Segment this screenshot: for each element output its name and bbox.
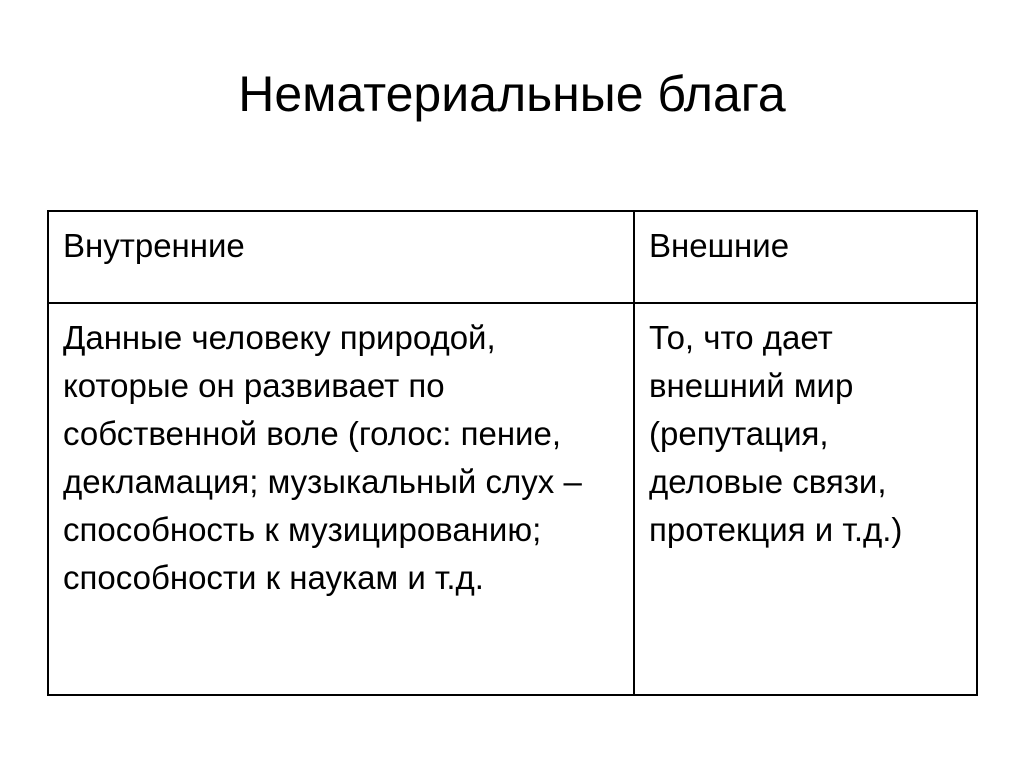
table-row — [48, 303, 977, 695]
table-header-row — [48, 211, 977, 303]
header-external: Внешние — [634, 211, 977, 303]
header-internal: Внутренние — [48, 211, 634, 303]
cell-internal-description — [48, 303, 634, 695]
external-description-text: То, что дает внешний мир (репутация, деловые связи, протекция и т.д.) — [649, 319, 903, 548]
slide-title: Нематериальные блага — [238, 66, 786, 122]
cell-external-description — [634, 303, 977, 695]
internal-description-text: Данные человеку природой, которые он развивает по собственной воле (голос: пение, декламация; музыкальный слух – способность к музицированию; способности к наукам и т.д. — [63, 319, 582, 596]
goods-comparison-table — [47, 210, 978, 696]
